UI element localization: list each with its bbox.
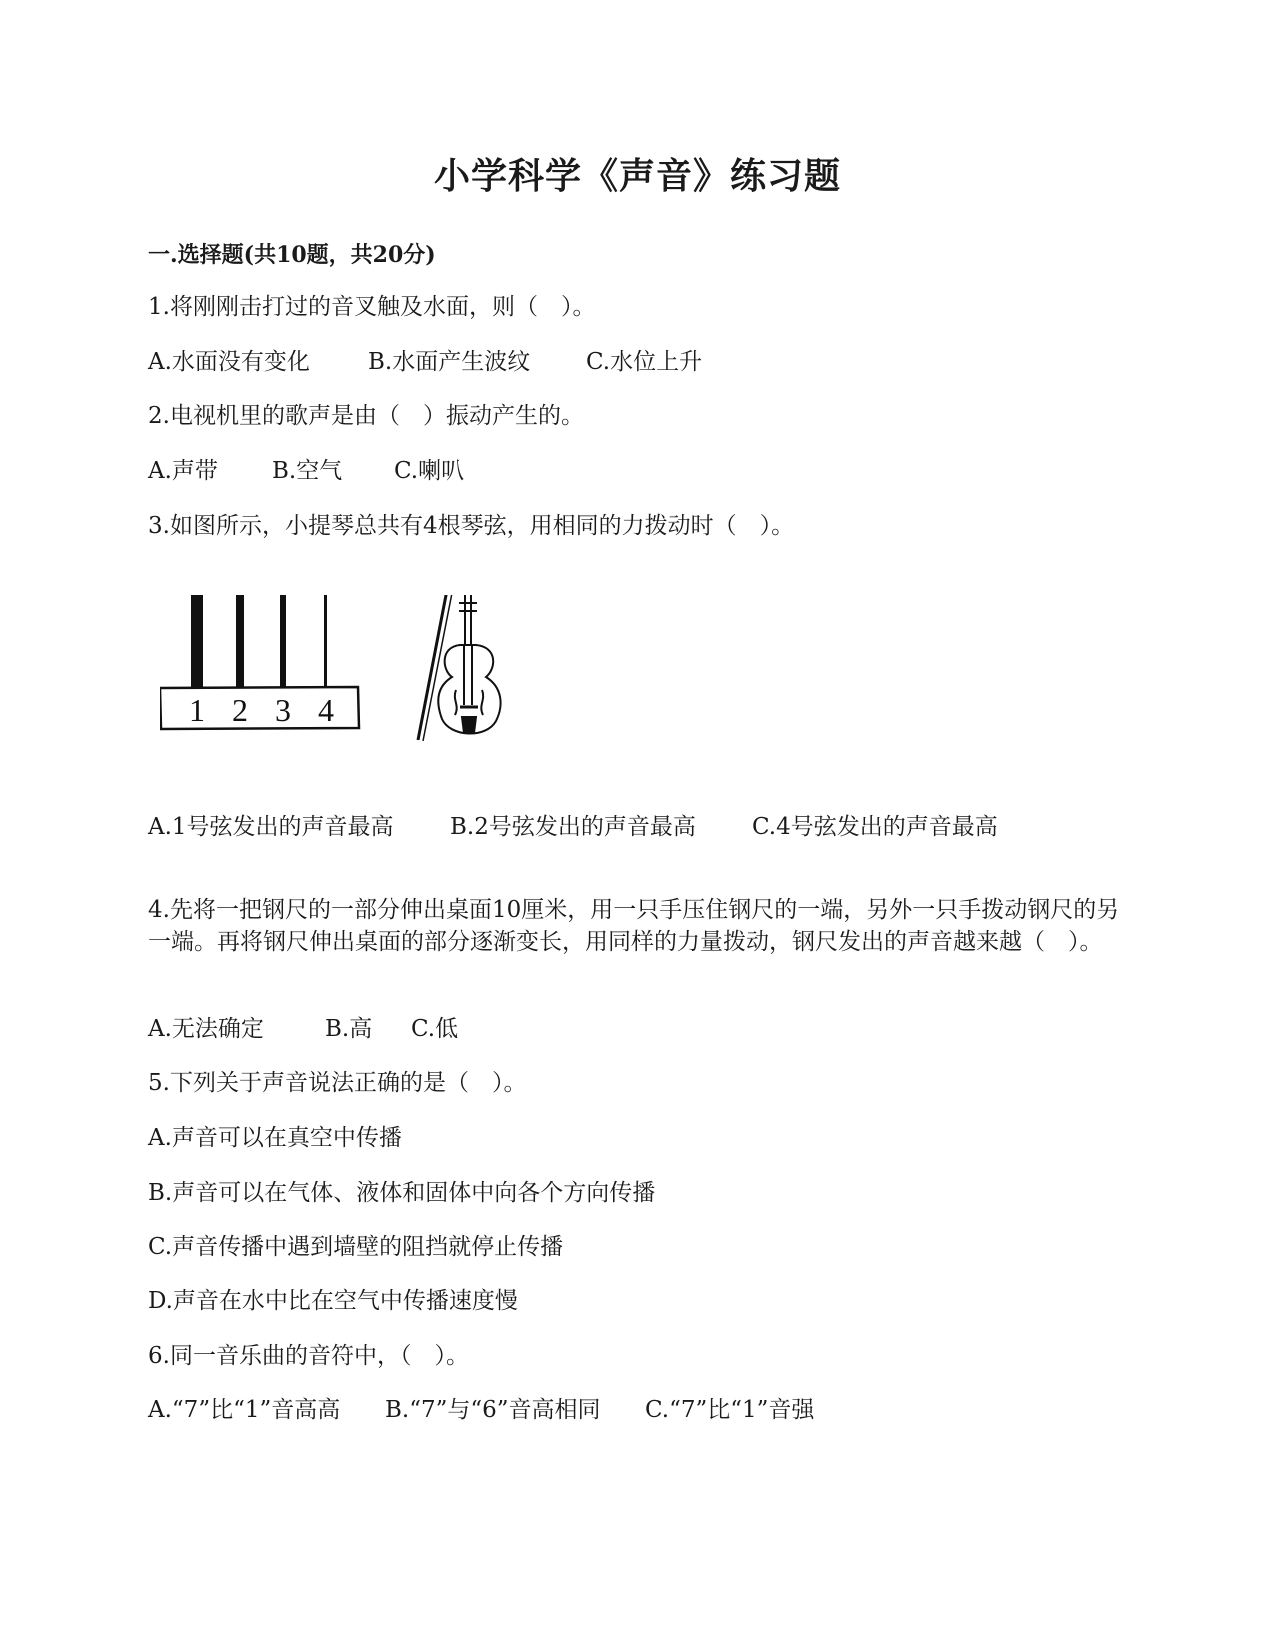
string-label-3: 3 <box>275 692 291 728</box>
question-2-option-b: B.空气 <box>272 458 343 484</box>
string-label-1: 1 <box>189 692 205 728</box>
question-4-stem: 4.先将一把钢尺的一部分伸出桌面10厘米，用一只手压住钢尺的一端，另外一只手拨动钢尺的另一端。再将钢尺伸出桌面的部分逐渐变长，用同样的力量拨动，钢尺发出的声音越来越（ ）。 <box>148 897 1120 955</box>
question-4-option-c: C.低 <box>411 1016 459 1042</box>
question-2-option-a: A.声带 <box>148 458 218 484</box>
question-5-option-b: B.声音可以在气体、液体和固体中向各个方向传播 <box>148 1180 656 1206</box>
question-6-option-c: C.“7”比“1”音强 <box>645 1397 815 1423</box>
question-4-option-b: B.高 <box>325 1016 373 1042</box>
question-6-options <box>148 1391 814 1424</box>
question-4-option-a: A.无法确定 <box>148 1016 264 1042</box>
question-2-options <box>148 452 464 485</box>
question-3-option-a: A.1号弦发出的声音最高 <box>148 814 394 840</box>
question-3-stem: 3.如图所示，小提琴总共有4根琴弦，用相同的力拨动时（ ）。 <box>148 513 795 539</box>
string-3 <box>280 595 286 688</box>
question-4-options <box>148 1010 458 1043</box>
question-6-stem: 6.同一音乐曲的音符中，（ ）。 <box>148 1343 469 1369</box>
violin-icon <box>418 595 501 741</box>
question-2-stem: 2.电视机里的歌声是由（ ）振动产生的。 <box>148 403 584 429</box>
question-3-option-c: C.4号弦发出的声音最高 <box>752 814 998 840</box>
question-1-option-b: B.水面产生波纹 <box>368 349 531 375</box>
question-5-stem: 5.下列关于声音说法正确的是（ ）。 <box>148 1070 527 1096</box>
string-1 <box>191 595 203 688</box>
question-3-option-b: B.2号弦发出的声音最高 <box>450 814 696 840</box>
page-title: 小学科学《声音》练习题 <box>433 155 841 197</box>
question-2-option-c: C.喇叭 <box>394 458 465 484</box>
question-1-option-a: A.水面没有变化 <box>148 349 310 375</box>
section-heading: 一.选择题(共10题，共20分) <box>148 242 436 268</box>
question-5-option-a: A.声音可以在真空中传播 <box>148 1125 402 1151</box>
question-6-option-b: B.“7”与“6”音高相同 <box>385 1397 601 1423</box>
string-label-2: 2 <box>232 692 248 728</box>
question-5-option-c: C.声音传播中遇到墙壁的阻挡就停止传播 <box>148 1234 564 1260</box>
question-3-figure <box>160 595 540 775</box>
question-1-stem: 1.将刚刚击打过的音叉触及水面，则（ ）。 <box>148 294 596 320</box>
string-gauge-diagram <box>160 595 540 775</box>
question-6-option-a: A.“7”比“1”音高高 <box>148 1397 341 1423</box>
question-5-option-d: D.声音在水中比在空气中传播速度慢 <box>148 1288 518 1314</box>
string-4 <box>324 595 327 688</box>
question-1-options <box>148 343 702 376</box>
string-label-4: 4 <box>318 692 334 728</box>
string-2 <box>236 595 244 688</box>
question-1-option-c: C.水位上升 <box>586 349 703 375</box>
question-3-options <box>148 808 998 841</box>
